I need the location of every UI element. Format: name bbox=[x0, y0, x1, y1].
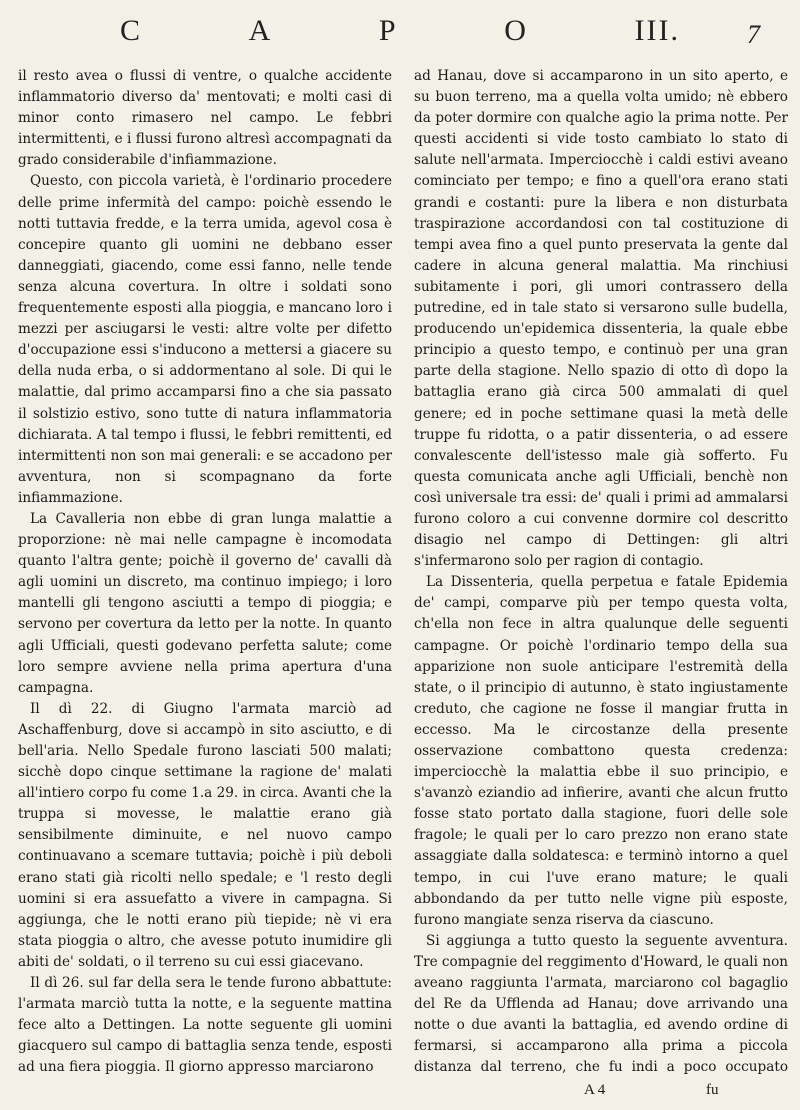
left-column bbox=[18, 66, 392, 1076]
paragraph: Si aggiunga a tutto questo la seguente avventura. Tre compagnie del reggimento d'Howard, le quali non aveano raggiunta l'armata, marciarono col bagaglio del Re da Ufflenda ad Hanau; dove arrivando una notte o due avanti la battaglia, ed avendo ordine di fermarsi, si accamparono alla prima a piccola distanza dal terreno, che fu indi a poco occupato bbox=[414, 932, 788, 1076]
text-columns bbox=[18, 66, 788, 1076]
running-title bbox=[120, 14, 680, 48]
paragraph: La Dissenteria, quella perpetua e fatale Epidemia de' campi, comparve più per tempo questa volta, ch'ella non fece in altra qualunque delle seguenti campagne. Or poichè l'ordinario tempo della sua apparizione non suole anticipare l'estremità della state, o il principio di autunno, è stato ingiustamente creduto, che cagione ne fosse il mangiar frutta in eccesso. Ma le circostanze della presente osservazione combattono questa credenza: imperciocchè la malattia ebbe il suo principio, e s'avanzò eziandio ad infierire, avanti che alcun frutto fosse stato portato dalla stagione, fuori delle sole fragole; le quali per lo caro prezzo non erano state assaggiate dalla soldatesca: e terminò intorno a quel tempo, in cui l'uve erano mature; le quali abbondando da per tutto nelle vigne più esposte, furono mangiate senza riserva da ciascuno. bbox=[414, 574, 788, 928]
paragraph: Il dì 26. sul far della sera le tende furono abbattute: l'armata marciò tutta la notte, e la seguente mattina fece alto a Dettingen. La notte seguente gli uomini giacquero sul campo di battaglia senza tende, esposti ad una fiera pioggia. Il giorno appresso marciarono bbox=[18, 975, 392, 1076]
signature-mark: A 4 bbox=[584, 1082, 606, 1098]
page-number: 7 bbox=[747, 20, 760, 49]
running-title-letter: O bbox=[504, 14, 528, 47]
running-title-letter: C bbox=[120, 14, 143, 47]
running-title-letter: A bbox=[248, 14, 273, 47]
paragraph: La Cavalleria non ebbe di gran lunga malattie a proporzione: nè mai nelle campagne è incomodata quanto l'altra gente; poichè il governo de' cavalli dà agli uomini un discreto, ma continuo impiego; i loro mantelli gli tengono asciutti a tempo di pioggia; e servono per covertura da letto per la notte. In quanto agli Ufficiali, questi godevano perfetta salute; come loro sempre avviene nella prima apertura d'una campagna. bbox=[18, 510, 392, 696]
paragraph: Il dì 22. di Giugno l'armata marciò ad Aschaffenburg, dove si accampò in sito asciutto, e di bell'aria. Nello Spedale furono lasciati 500 malati; sicchè dopo cinque settimane la ragione de' malati all'intiero corpo fu come 1.a 29. in circa. Avanti che la truppa si movesse, le malattie erano già sensibilmente diminuite, e nel nuovo campo continuavano a scemare tuttavia; poichè i più deboli erano stati già ricolti nello spedale; e 'l resto degli uomini si era assuefatto a vivere in campagna. Si aggiunga, che le notti erano più tiepide; nè vi era stata pioggia o altro, che avesse potuto inumidire gli abiti de' soldati, o il terreno su cui essi giacevano. bbox=[18, 700, 392, 970]
page-header bbox=[40, 14, 760, 54]
running-title-letter: III. bbox=[634, 14, 680, 47]
running-title-letter: P bbox=[378, 14, 398, 47]
paragraph: il resto avea o flussi di ventre, o qualche accidente inflammatorio diverso da' mentovati; e molti casi di minor conto rimasero nel campo. Le febbri intermittenti, e i flussi furono altresì accompagnati da grado considerabile d'infiammazione. bbox=[18, 68, 392, 169]
catchword: fu bbox=[706, 1082, 719, 1098]
page-footer bbox=[0, 1082, 800, 1106]
right-column bbox=[414, 66, 788, 1076]
paragraph: ad Hanau, dove si accamparono in un sito aperto, e su buon terreno, ma a quella volta umido; nè ebbero da poter dormire con qualche agio la prima notte. Per questi accidenti si vide tosto cambiato lo stato di salute nell'armata. Imperciocchè i caldi estivi aveano cominciato per tempo; e fino a quell'ora erano stati grandi e costanti: pure la libera e non disturbata traspirazione accordandosi con tal costituzione di tempi avea fino a quel punto preservata la gente dal cadere in alcuna general malattia. Ma rinchiusi subitamente i pori, gli umori contrassero della putredine, ed in tale stato si versarono sulle budella, producendo un'epidemica dissenteria, la quale ebbe principio a questo tempo, e continuò per una gran parte della stagione. Nello spazio di otto dì dopo la battaglia erano già circa 500 ammalati di quel genere; ed in poche settimane quasi la metà delle truppe fu ridotta, o a patir dissenteria, o ad essere convalescente dell'istesso male già sofferto. Fu questa comunicata anche agli Ufficiali, benchè non così universale tra essi: de' quali i primi ad ammalarsi furono coloro a cui convenne dormire col descritto disagio nel campo di Dettingen: gli altri s'infermarono solo per ragion di contagio. bbox=[414, 68, 788, 570]
paragraph: Questo, con piccola varietà, è l'ordinario procedere delle prime infermità del campo: poichè essendo le notti tuttavia fredde, e la terra umida, agevol cosa è concepire quanto gli uomini ne debbano esser danneggiati, giacendo, come essi fanno, nelle tende senza alcuna covertura. In oltre i soldati sono frequentemente esposti alla pioggia, e mancano loro i mezzi per asciugarsi le vesti: altre volte per difetto d'occupazione essi s'inducono a mettersi a giacere su della nuda erba, o si addormentano al sole. Di qui le malattie, dal primo accamparsi fino a che sia passato il solstizio estivo, sono tutte di natura inflammatoria dichiarata. A tal tempo i flussi, le febbri remittenti, ed intermittenti non son mai generali: e se accadono per avventura, non si scompagnano da forte infiammazione. bbox=[18, 173, 392, 506]
